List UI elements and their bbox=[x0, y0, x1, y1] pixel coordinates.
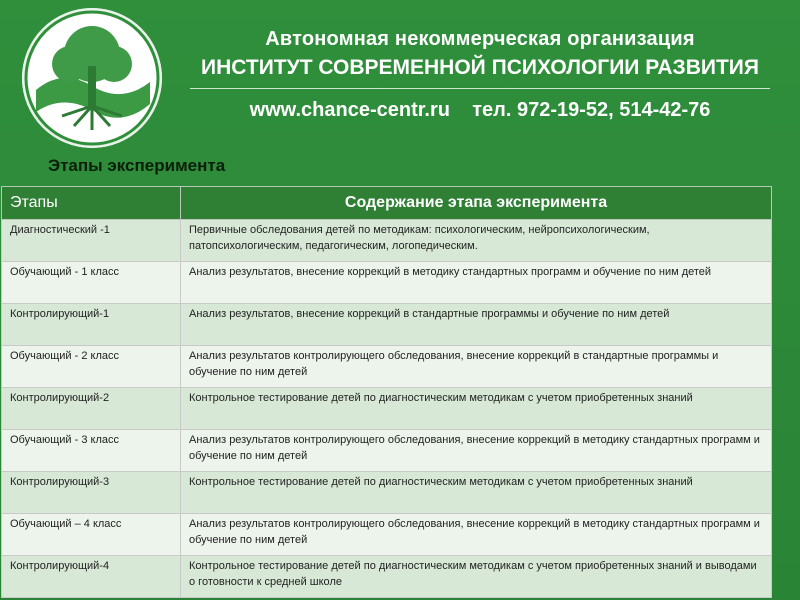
content-cell: Анализ результатов, внесение коррекций в методику стандартных программ и обучение по ним детей bbox=[181, 262, 772, 304]
stage-cell: Обучающий - 3 класс bbox=[2, 430, 181, 472]
organization-line: Автономная некоммерческая организация bbox=[265, 28, 695, 50]
table-row bbox=[2, 472, 772, 514]
table-row bbox=[2, 430, 772, 472]
institute-name: ИНСТИТУТ СОВРЕМЕННОЙ ПСИХОЛОГИИ РАЗВИТИЯ bbox=[200, 56, 759, 79]
table-row bbox=[2, 514, 772, 556]
content-cell: Контрольное тестирование детей по диагностическим методикам с учетом приобретенных знаний и выводами о готовности к средней школе bbox=[181, 556, 772, 598]
stage-cell: Обучающий – 4 класс bbox=[2, 514, 181, 556]
table-header-row bbox=[2, 187, 772, 220]
table-row bbox=[2, 262, 772, 304]
stage-cell: Контролирующий-1 bbox=[2, 304, 181, 346]
tree-logo-icon bbox=[22, 8, 162, 148]
content-cell: Анализ результатов контролирующего обследования, внесение коррекций в стандартные программы и обучение по ним детей bbox=[181, 346, 772, 388]
stage-cell: Обучающий - 1 класс bbox=[2, 262, 181, 304]
content-cell: Анализ результатов, внесение коррекций в стандартные программы и обучение по ним детей bbox=[181, 304, 772, 346]
content-cell: Контрольное тестирование детей по диагностическим методикам с учетом приобретенных знаний bbox=[181, 472, 772, 514]
table-row bbox=[2, 556, 772, 598]
content-cell: Контрольное тестирование детей по диагностическим методикам с учетом приобретенных знаний bbox=[181, 388, 772, 430]
stages-table bbox=[1, 186, 772, 598]
stage-cell: Контролирующий-3 bbox=[2, 472, 181, 514]
header-stages: Этапы bbox=[2, 187, 181, 220]
contacts-line: www.chance-centr.ru тел. 972-19-52, 514-42-76 bbox=[249, 99, 711, 121]
table-row bbox=[2, 346, 772, 388]
table-row bbox=[2, 304, 772, 346]
content-cell: Анализ результатов контролирующего обследования, внесение коррекций в методику стандартных программ и обучение по ним детей bbox=[181, 514, 772, 556]
stage-cell: Диагностический -1 bbox=[2, 220, 181, 262]
stage-cell: Контролирующий-4 bbox=[2, 556, 181, 598]
section-title: Этапы эксперимента bbox=[48, 156, 226, 175]
content-cell: Анализ результатов контролирующего обследования, внесение коррекций в методику стандартных программ и обучение по ним детей bbox=[181, 430, 772, 472]
header-divider bbox=[190, 88, 770, 89]
header-content: Содержание этапа эксперимента bbox=[181, 187, 772, 220]
stage-cell: Обучающий - 2 класс bbox=[2, 346, 181, 388]
table-row bbox=[2, 388, 772, 430]
content-cell: Первичные обследования детей по методикам: психологическим, нейропсихологическим, патопсихологическим, педагогическим, логопедическим. bbox=[181, 220, 772, 262]
stage-cell: Контролирующий-2 bbox=[2, 388, 181, 430]
table-row bbox=[2, 220, 772, 262]
header bbox=[180, 26, 780, 123]
